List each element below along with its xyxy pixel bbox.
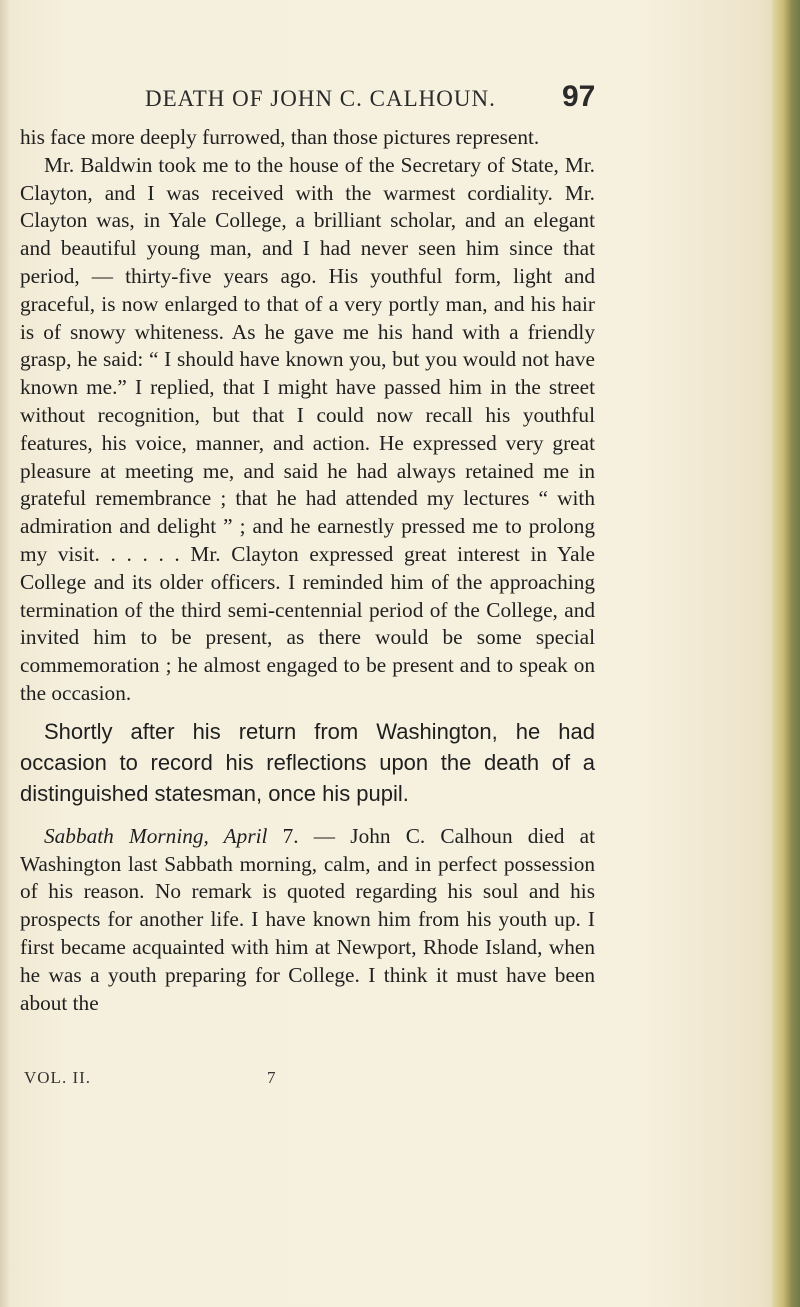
gutter-shadow (0, 0, 10, 1307)
diary-entry-text: 7. — John C. Calhoun died at Washington last Sabbath morning, calm, and in perfect possession of his reason. No remark is quoted regarding his soul and his prospects for another life. I have known him from his youth up. I first became acquainted with him at Newport, Rhode Island, when he was a youth preparing for College. I think it must have been about the (20, 823, 595, 1015)
sheet-number: 7 (267, 1068, 277, 1087)
page-number: 97 (562, 80, 596, 113)
body-text (20, 124, 595, 1017)
page-header (0, 78, 760, 118)
page-edge (772, 0, 800, 1307)
running-head: DEATH OF JOHN C. CALHOUN. (145, 86, 496, 111)
paragraph-introduction: Shortly after his return from Washington, he had occasion to record his reflections upon the death of a distinguished statesman, once his pupil. (20, 718, 595, 806)
paragraph-continued: his face more deeply furrowed, than those pictures represent. (20, 125, 540, 149)
paragraph-clayton-visit: Mr. Baldwin took me to the house of the Secretary of State, Mr. Clayton, and I was received with the warmest cordiality. Mr. Clayton was, in Yale College, a brilliant scholar, and an elegant and beautiful young man, and I had never seen him since that period, — thirty-five years ago. His youthful form, light and graceful, is now enlarged to that of a very portly man, and his hair is of snowy whiteness. As he gave me his hand with a friendly grasp, he said: “ I should have known you, but you would not have known me.” I replied, that I might have passed him in the street without recognition, but that I could now recall his youthful features, his voice, manner, and action. He expressed very great pleasure at meeting me, and said he had always retained me in grateful remembrance ; that he had attended my lectures “ with admiration and delight ” ; and he earnestly pressed me to prolong my visit. . . . . . Mr. Clayton expressed great interest in Yale College and its older officers. I reminded him of the approaching termination of the third semi-centennial period of the College, and invited him to be present, as there would be some special commemoration ; he almost engaged to be present and to speak on the occasion. (20, 152, 595, 705)
volume-mark: VOL. II. (24, 1068, 92, 1087)
diary-entry (20, 823, 595, 1018)
diary-date-italic: Sabbath Morning, April (44, 823, 268, 848)
